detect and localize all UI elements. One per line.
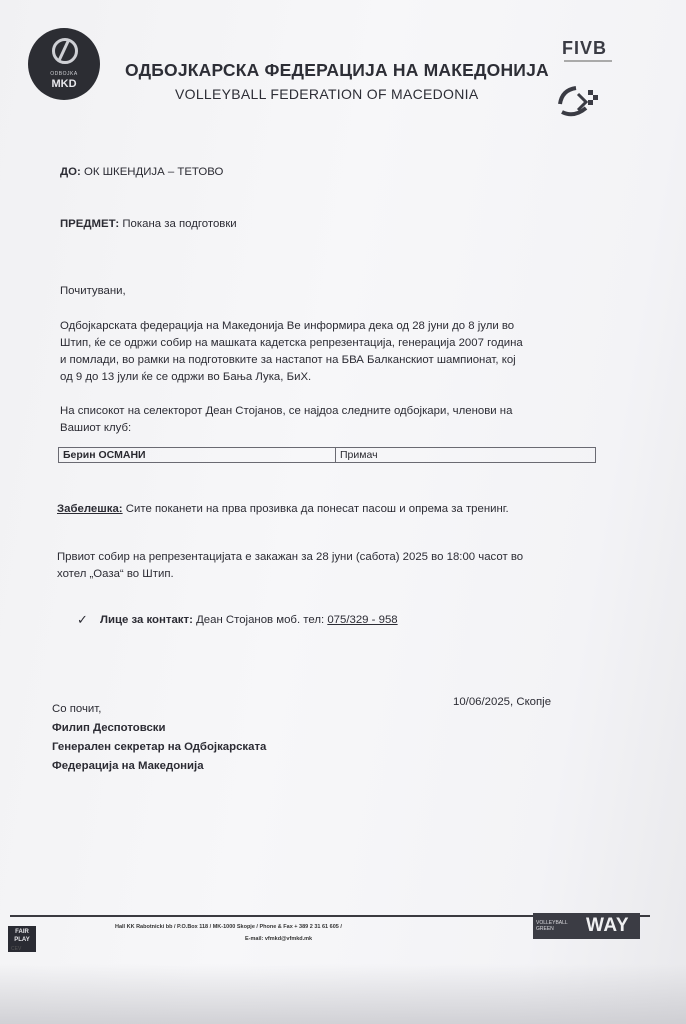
greeting: Почитувани,: [60, 285, 126, 297]
note-value: Сите поканети на прва прозивка да понесат пасош и опрема за тренинг.: [125, 503, 509, 515]
federation-logo: [28, 28, 100, 100]
player-name: Берин ОСМАНИ: [59, 448, 336, 462]
fivb-logo-underline: [564, 60, 612, 62]
note-label: Забелешка:: [57, 503, 123, 515]
contact-label: Лице за контакт:: [100, 614, 193, 626]
green-way-big-text: WAY: [586, 915, 630, 936]
footer-email: E-mail: vfmkd@vfmkd.mk: [245, 936, 313, 942]
bottom-shadow: [0, 964, 686, 1024]
subject-label: ПРЕДМЕТ:: [60, 218, 120, 230]
para2-line: Вашиот клуб:: [60, 422, 132, 434]
contact-phone: 075/329 - 958: [327, 614, 398, 626]
green-way-small-text: VOLLEYBALL GREEN: [536, 920, 568, 932]
para2-line: На списокот на селекторот Деан Стојанов, се најдоа следните одбојкари, членови на: [60, 405, 513, 417]
meeting-line: хотел „Оаза“ во Штип.: [57, 568, 174, 580]
subject-line: [60, 218, 237, 230]
recipient-label: ДО:: [60, 166, 81, 178]
cev-logo-icon: [556, 84, 602, 120]
para1-line: од 9 до 13 јули ќе се одржи во Бања Лука, БиХ.: [60, 371, 312, 383]
federation-title-mk: ОДБОЈКАРСКА ФЕДЕРАЦИЈА НА МАКЕДОНИЈА: [125, 60, 549, 80]
logo-big-text: MKD: [51, 78, 77, 90]
fair-play-logo: FAIR PLAY: [8, 926, 36, 952]
signer-title: Федерација на Македонија: [52, 760, 204, 772]
note-line: [57, 503, 509, 515]
signer-name: Филип Деспотовски: [52, 722, 166, 734]
para1-line: и помлади, во рамки на подготовките за настапот на БВА Балканскиот шампионат, кој: [60, 354, 516, 366]
date-place: 10/06/2025, Скопје: [453, 696, 552, 708]
subject-value: Покана за подготовки: [122, 218, 237, 230]
fivb-logo: FIVB: [562, 38, 608, 58]
federation-title-en: VOLLEYBALL FEDERATION OF MACEDONIA: [175, 86, 479, 102]
signer-title: Генерален секретар на Одбојкарската: [52, 741, 267, 753]
closing: Со почит,: [52, 703, 102, 715]
contact-line: [100, 614, 398, 626]
volleyball-icon: [52, 38, 78, 64]
recipient-line: [60, 166, 223, 178]
contact-value: Деан Стојанов моб. тел:: [196, 614, 325, 626]
meeting-line: Првиот собир на репрезентацијата е закажан за 28 јуни (сабота) 2025 во 18:00 часот во: [57, 551, 524, 563]
para1-line: Штип, ќе се одржи собир на машката кадетска репрезентација, генерација 2007 година: [60, 337, 523, 349]
footer-address: Hall KK Rabotnicki bb / P.O.Box 118 / MK-1000 Skopje / Phone & Fax + 389 2 31 61 605 /: [115, 924, 342, 930]
player-position: Примач: [340, 449, 378, 461]
check-icon: ✓: [77, 612, 88, 627]
players-table-row: [58, 447, 596, 463]
cev-small-text: CEV: [11, 946, 22, 952]
recipient-value: ОК ШКЕНДИЈА – ТЕТОВО: [83, 166, 224, 178]
green-way-logo: [533, 913, 640, 939]
logo-small-text: ODBOJKA: [50, 71, 78, 77]
para1-line: Одбојкарската федерација на Македонија Ве информира дека од 28 јуни до 8 јули во: [60, 320, 515, 332]
